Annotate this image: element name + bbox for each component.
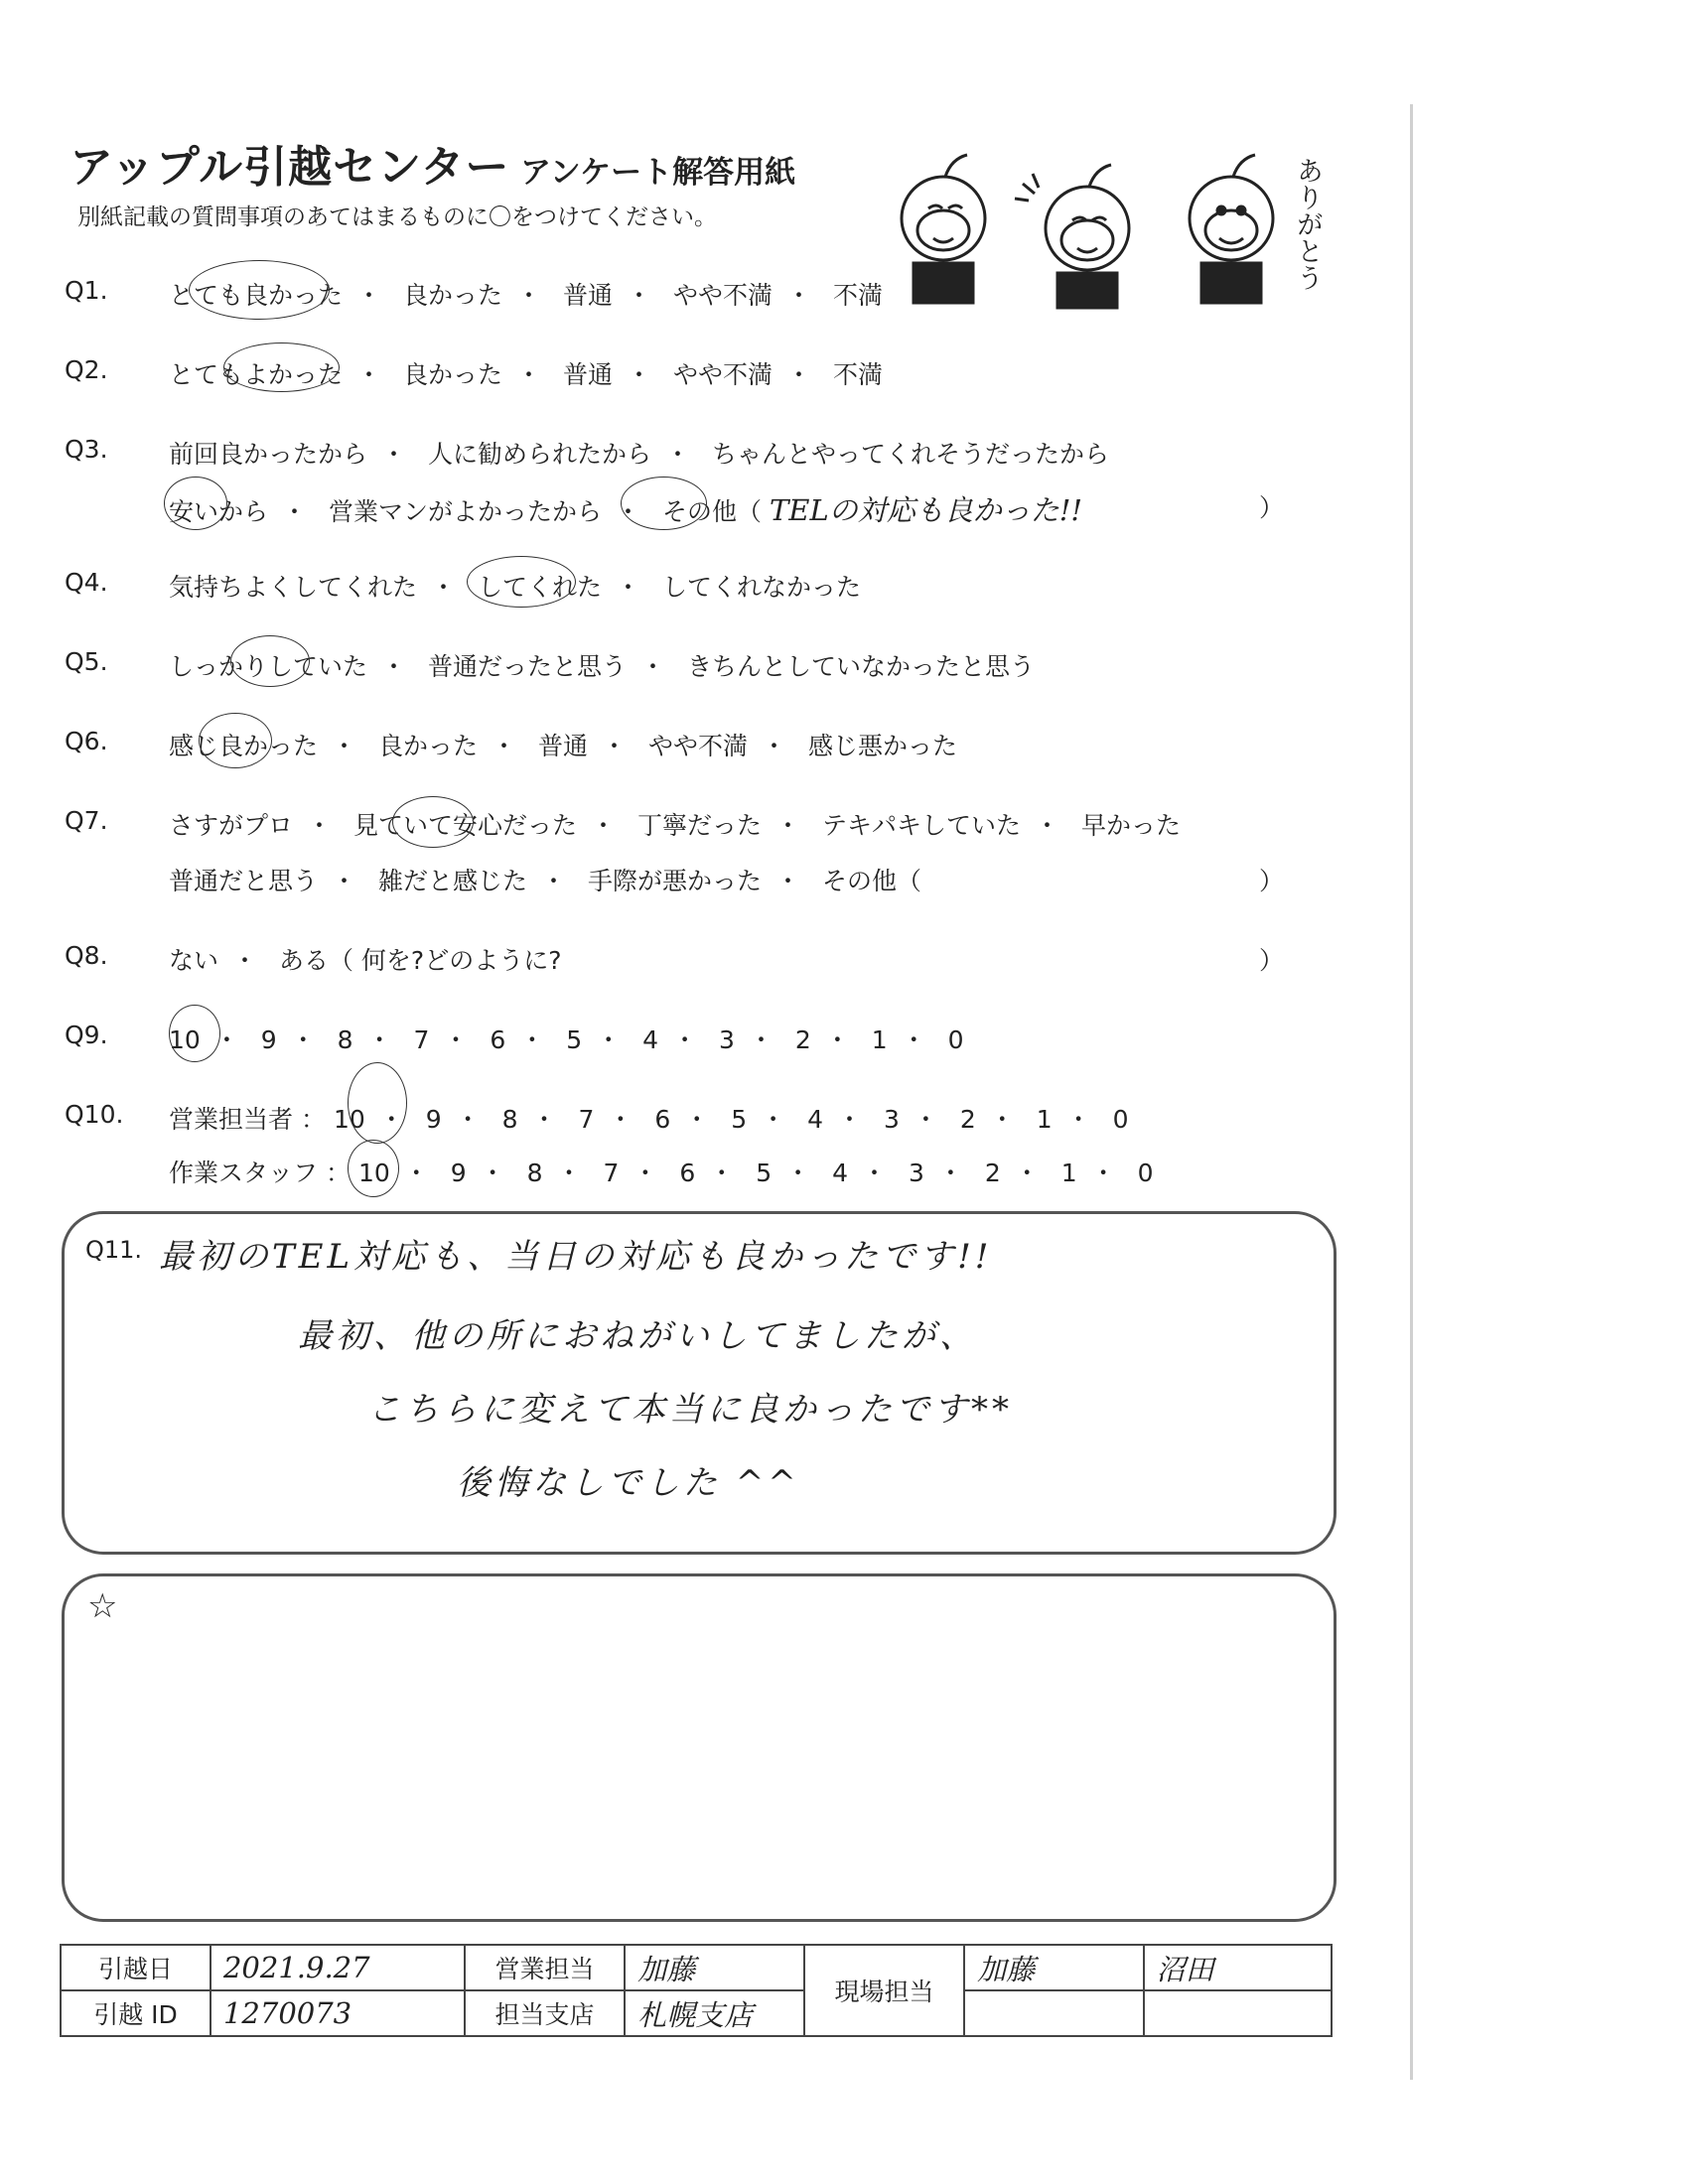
move-id-label: 引越 ID xyxy=(61,1990,211,2036)
move-info-table xyxy=(60,1944,1333,2037)
site-staff-empty-2[interactable] xyxy=(1144,1990,1332,2036)
q7-option-7[interactable]: 雑だと感じた xyxy=(377,867,527,895)
q10-label: Q10. xyxy=(65,1100,124,1129)
q1-option-1[interactable]: とても良かった xyxy=(169,281,344,310)
q4-option-3[interactable]: してくれなかった xyxy=(661,573,861,602)
q3-option-4[interactable]: 安いから xyxy=(169,497,269,526)
monkey-mascots-illustration xyxy=(874,139,1321,318)
q9-score-2[interactable]: 2 xyxy=(794,1025,811,1054)
q10-sales-score-8[interactable]: 8 xyxy=(501,1105,518,1134)
q5-label: Q5. xyxy=(65,647,108,676)
q3-close-paren: ） xyxy=(1259,493,1285,522)
q11-comment-line-2: 最初、他の所におねがいしてましたが、 xyxy=(298,1316,977,1356)
q7-label: Q7. xyxy=(65,806,108,835)
q3-option-1[interactable]: 前回良かったから xyxy=(169,440,368,469)
monkey-mascot-center xyxy=(1015,165,1129,308)
q7-option-2[interactable]: 見ていて安心だった xyxy=(352,811,577,840)
q2-answer-circle xyxy=(223,342,340,392)
site-staff-value-2[interactable]: 沼田 xyxy=(1144,1945,1332,1990)
q1-option-3[interactable]: 普通 xyxy=(562,281,613,310)
q10-sales-score-10[interactable]: 10 xyxy=(333,1105,365,1134)
q10-staff-score-4[interactable]: 4 xyxy=(832,1159,848,1187)
q10-staff-score-3[interactable]: 3 xyxy=(908,1159,924,1187)
q10-staff-score-9[interactable]: 9 xyxy=(450,1159,467,1187)
sales-staff-label: 営業担当 xyxy=(465,1945,626,1990)
q6-options: 感じ良かった ・ 良かった ・ 普通 ・ やや不満 ・ 感じ悪かった xyxy=(169,732,957,760)
q4-answer-circle xyxy=(467,556,576,608)
q10-staff-score-1[interactable]: 1 xyxy=(1060,1159,1077,1187)
q8-options: ない ・ ある（ 何を?どのように? xyxy=(169,946,562,975)
star-icon: ☆ xyxy=(87,1586,118,1626)
q10-staff-score-7[interactable]: 7 xyxy=(603,1159,620,1187)
q3-option-3[interactable]: ちゃんとやってくれそうだったから xyxy=(711,440,1109,469)
q4-option-1[interactable]: 気持ちよくしてくれた xyxy=(169,573,418,602)
q10-sales-score-6[interactable]: 6 xyxy=(654,1105,671,1134)
q9-score-6[interactable]: 6 xyxy=(490,1025,506,1054)
q3-label: Q3. xyxy=(65,435,108,464)
q3-other-answer: TELの対応も良かった!! xyxy=(769,493,1083,527)
q7-option-8[interactable]: 手際が悪かった xyxy=(587,867,762,895)
q6-label: Q6. xyxy=(65,727,108,755)
notes-box[interactable] xyxy=(62,1573,1336,1922)
q10-staff-score-6[interactable]: 6 xyxy=(679,1159,696,1187)
q8-label: Q8. xyxy=(65,941,108,970)
q10-staff-score-5[interactable]: 5 xyxy=(756,1159,773,1187)
move-id-value[interactable]: 1270073 xyxy=(211,1990,465,2036)
q2-option-5[interactable]: 不満 xyxy=(832,360,883,389)
move-date-value[interactable]: 2021.9.27 xyxy=(211,1945,465,1990)
q5-option-2[interactable]: 普通だったと思う xyxy=(427,652,627,681)
q4-label: Q4. xyxy=(65,568,108,597)
q1-option-2[interactable]: 良かった xyxy=(402,281,502,310)
q3-option-other[interactable]: その他（ xyxy=(661,497,762,526)
q7-option-3[interactable]: 丁寧だった xyxy=(636,811,762,840)
q9-score-5[interactable]: 5 xyxy=(566,1025,583,1054)
q10-staff-score-0[interactable]: 0 xyxy=(1137,1159,1154,1187)
q9-answer-circle xyxy=(169,1005,220,1062)
q10-sales-colon: ： xyxy=(300,1105,326,1134)
q6-answer-circle xyxy=(199,713,272,768)
q3-option-2[interactable]: 人に勧められたから xyxy=(427,440,651,469)
form-title: アンケート解答用紙 xyxy=(520,155,796,191)
q10-staff-colon: ： xyxy=(325,1159,351,1187)
q9-score-9[interactable]: 9 xyxy=(260,1025,277,1054)
sales-staff-value[interactable]: 加藤 xyxy=(625,1945,803,1990)
q6-option-1[interactable]: 感じ良かった xyxy=(169,732,319,760)
q3-answer-circle-2 xyxy=(621,477,707,530)
q9-label: Q9. xyxy=(65,1021,108,1049)
q10-staff-score-8[interactable]: 8 xyxy=(526,1159,543,1187)
q9-score-4[interactable]: 4 xyxy=(642,1025,659,1054)
monkey-mascot-right xyxy=(1190,155,1273,303)
q11-label: Q11. xyxy=(85,1236,143,1264)
q2-option-4[interactable]: やや不満 xyxy=(672,360,773,389)
q9-score-0[interactable]: 0 xyxy=(947,1025,964,1054)
site-staff-empty-1[interactable] xyxy=(964,1990,1143,2036)
q1-answer-circle xyxy=(189,260,330,320)
q2-label: Q2. xyxy=(65,355,108,384)
branch-value[interactable]: 札幌支店 xyxy=(625,1990,803,2036)
scan-edge-line xyxy=(1410,104,1413,2080)
q9-score-7[interactable]: 7 xyxy=(413,1025,430,1054)
q10-sales-score-1[interactable]: 1 xyxy=(1036,1105,1053,1134)
q5-option-3[interactable]: きちんとしていなかったと思う xyxy=(686,652,1035,681)
q9-scale: 10 ・ 9 ・ 8 ・ 7 ・ 6 ・ 5 ・ 4 ・ 3 ・ 2 ・ 1 ・ 0 xyxy=(169,1025,964,1054)
q7-options-line2: 普通だと思う ・ 雑だと感じた ・ 手際が悪かった ・ その他（ xyxy=(169,867,921,895)
q6-option-3[interactable]: 普通 xyxy=(537,732,588,760)
q7-answer-circle xyxy=(392,796,474,848)
q1-label: Q1. xyxy=(65,276,108,305)
q7-close-paren: ） xyxy=(1259,867,1285,895)
q2-options: とてもよかった ・ 良かった ・ 普通 ・ やや不満 ・ 不満 xyxy=(169,360,883,389)
q8-option-1[interactable]: ない xyxy=(169,946,219,975)
q7-option-5[interactable]: 早かった xyxy=(1080,811,1181,840)
q5-option-1[interactable]: しっかりしていた xyxy=(169,652,368,681)
q3-options-line1: 前回良かったから ・ 人に勧められたから ・ ちゃんとやってくれそうだったから xyxy=(169,440,1109,469)
q10-sales-score-2[interactable]: 2 xyxy=(959,1105,976,1134)
q10-staff-score-2[interactable]: 2 xyxy=(984,1159,1001,1187)
q7-option-1[interactable]: さすがプロ xyxy=(169,811,294,840)
branch-label: 担当支店 xyxy=(465,1990,626,2036)
q10-staff-row: 作業スタッフ ： 10 ・ 9 ・ 8 ・ 7 ・ 6 ・ 5 ・ 4 ・ 3 ・ 2 ・ 1 ・ 0 xyxy=(169,1159,1154,1187)
q1-options: とても良かった ・ 良かった ・ 普通 ・ やや不満 ・ 不満 xyxy=(169,281,883,310)
q4-option-2[interactable]: してくれた xyxy=(477,573,602,602)
q10-sales-score-9[interactable]: 9 xyxy=(425,1105,442,1134)
q10-sales-label: 営業担当者 xyxy=(169,1105,294,1134)
table-row xyxy=(61,1945,1332,1990)
q10-staff-score-10[interactable]: 10 xyxy=(357,1159,390,1187)
monkey-mascot-left xyxy=(902,155,985,303)
q5-options: しっかりしていた ・ 普通だったと思う ・ きちんとしていなかったと思う xyxy=(169,652,1035,681)
q3-answer-circle-1 xyxy=(164,477,227,530)
q1-option-4[interactable]: やや不満 xyxy=(672,281,773,310)
q11-comment-line-3: こちらに変えて本当に良かったです** xyxy=(367,1390,1013,1430)
q7-option-6[interactable]: 普通だと思う xyxy=(169,867,319,895)
q9-score-10[interactable]: 10 xyxy=(169,1025,201,1054)
q6-option-2[interactable]: 良かった xyxy=(377,732,478,760)
q4-options: 気持ちよくしてくれた ・ してくれた ・ してくれなかった xyxy=(169,573,861,602)
table-row xyxy=(61,1990,1332,2036)
q9-score-3[interactable]: 3 xyxy=(719,1025,735,1054)
q11-comment-line-1: 最初のTEL対応も、当日の対応も良かったです!! xyxy=(159,1237,993,1277)
q7-options-line1: さすがプロ ・ 見ていて安心だった ・ 丁寧だった ・ テキパキしていた ・ 早かった xyxy=(169,811,1181,840)
q10-staff-answer-circle xyxy=(348,1140,399,1197)
q10-sales-answer-circle xyxy=(348,1062,407,1144)
q10-sales-row: 営業担当者 ： 10 ・ 9 ・ 8 ・ 7 ・ 6 ・ 5 ・ 4 ・ 3 ・ 2 ・ 1 ・ 0 xyxy=(169,1105,1129,1134)
q2-option-2[interactable]: 良かった xyxy=(402,360,502,389)
q1-option-5[interactable]: 不満 xyxy=(832,281,883,310)
q3-options-line2: 安いから ・ 営業マンがよかったから ・ その他（ TELの対応も良かった!! xyxy=(169,493,1083,527)
q11-comment-line-4: 後悔なしでした ^^ xyxy=(457,1463,800,1503)
q10-sales-score-3[interactable]: 3 xyxy=(883,1105,900,1134)
mascot-caption: ありがとう xyxy=(1292,157,1323,291)
q2-option-3[interactable]: 普通 xyxy=(562,360,613,389)
q8-close-paren: ） xyxy=(1259,946,1285,975)
q6-option-4[interactable]: やや不満 xyxy=(647,732,748,760)
q10-sales-score-7[interactable]: 7 xyxy=(578,1105,595,1134)
q10-sales-score-4[interactable]: 4 xyxy=(807,1105,823,1134)
q6-option-5[interactable]: 感じ悪かった xyxy=(807,732,957,760)
q8-option-2[interactable]: ある（ 何を?どのように? xyxy=(278,946,562,975)
site-staff-label: 現場担当 xyxy=(804,1945,965,2036)
brand-logo: アップル引越センター xyxy=(70,142,510,193)
site-staff-value-1[interactable]: 加藤 xyxy=(964,1945,1143,1990)
instruction-text: 別紙記載の質問事項のあてはまるものに〇をつけてください。 xyxy=(77,205,717,230)
q9-score-1[interactable]: 1 xyxy=(871,1025,888,1054)
q10-sales-score-0[interactable]: 0 xyxy=(1112,1105,1129,1134)
q7-option-other[interactable]: その他（ xyxy=(821,867,921,895)
q5-answer-circle xyxy=(230,635,310,687)
q10-sales-score-5[interactable]: 5 xyxy=(731,1105,748,1134)
q3-option-5[interactable]: 営業マンがよかったから xyxy=(328,497,602,526)
q7-option-4[interactable]: テキパキしていた xyxy=(821,811,1021,840)
q10-staff-label: 作業スタッフ xyxy=(169,1159,319,1187)
move-date-label: 引越日 xyxy=(61,1945,211,1990)
q9-score-8[interactable]: 8 xyxy=(337,1025,353,1054)
q2-option-1[interactable]: とてもよかった xyxy=(169,360,344,389)
